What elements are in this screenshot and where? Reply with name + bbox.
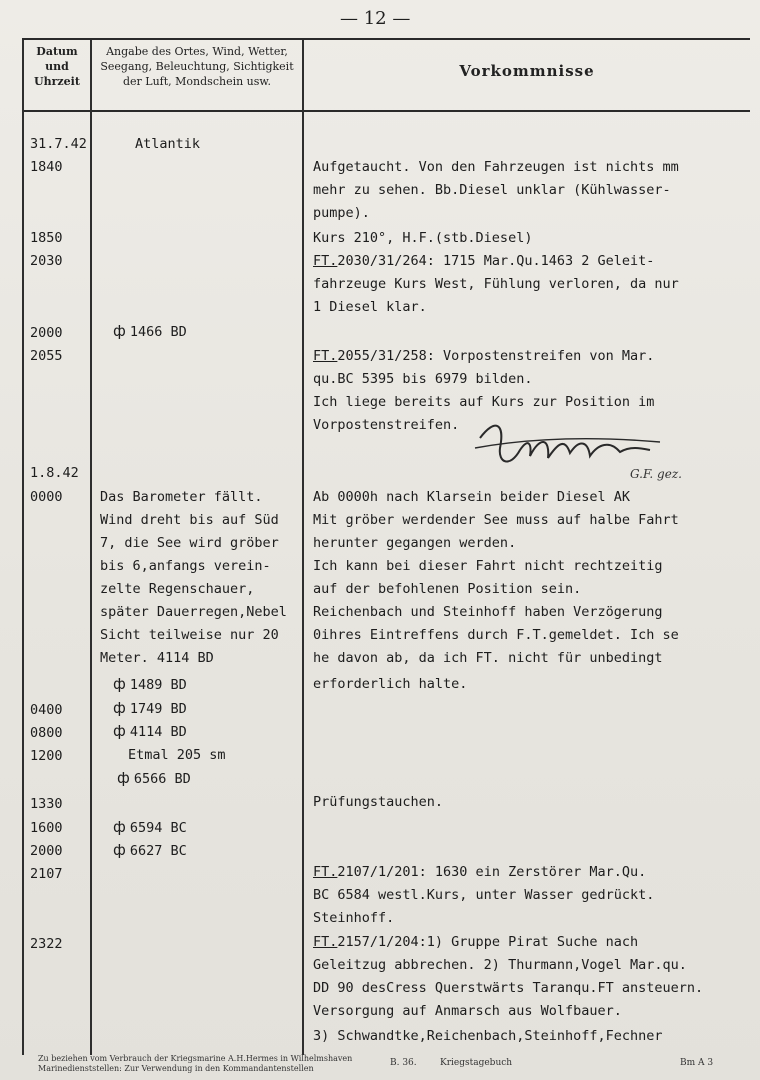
time-entry: 0400 (30, 702, 63, 718)
event-line: herunter gegangen werden. (313, 535, 517, 551)
weather-line: 7, die See wird gröber (100, 535, 279, 551)
event-line: FT.2055/31/258: Vorpostenstreifen von Mar. (313, 348, 655, 364)
event-line: erforderlich halte. (313, 676, 468, 692)
footer-print-note: Zu beziehen vom Verbrauch der Kriegsmarine A.H.Hermes in Wilhelmshaven Marinedienststellen: Zur Verwendung in den Kommandantenstellen (38, 1054, 353, 1073)
time-entry: 1330 (30, 796, 63, 812)
date-entry: 1.8.42 (30, 465, 79, 481)
position-entry: ф 1466 BD (113, 322, 187, 340)
event-line: mehr zu sehen. Bb.Diesel unklar (Kühlwasser- (313, 182, 671, 198)
position-entry: ф 6627 BC (113, 841, 187, 859)
event-line: pumpe). (313, 205, 370, 221)
header-location-weather: Angabe des Ortes, Wind, Wetter, Seegang, Beleuchtung, Sichtigkeit der Luft, Mondschein usw. (100, 45, 294, 88)
footer-form-number: B. 36. (390, 1058, 417, 1068)
table-top-rule (22, 38, 750, 40)
header-events: Vorkommnisse (459, 62, 595, 80)
event-line: Aufgetaucht. Von den Fahrzeugen ist nichts mm (313, 159, 679, 175)
event-line: DD 90 desCress Querstwärts Taranqu.FT ansteuern. (313, 980, 704, 996)
event-line: FT.2030/31/264: 1715 Mar.Qu.1463 2 Geleit- (313, 253, 655, 269)
column-divider-1 (90, 40, 92, 1055)
header-date-time: Datum und Uhrzeit (34, 45, 80, 88)
event-line: Geleitzug abbrechen. 2) Thurmann,Vogel Mar.qu. (313, 957, 687, 973)
event-line: Vorpostenstreifen. (313, 417, 460, 433)
u-boat-position-icon: ф (113, 818, 126, 836)
u-boat-position-icon: ф (113, 841, 126, 859)
position-entry: ф 1489 BD (113, 675, 187, 693)
event-line: Versorgung auf Anmarsch aus Wolfbauer. (313, 1003, 622, 1019)
event-line: fahrzeuge Kurs West, Fühlung verloren, da nur (313, 276, 679, 292)
weather-line: Das Barometer fällt. (100, 489, 263, 505)
table-left-rule (22, 40, 24, 1055)
u-boat-position-icon: ф (113, 675, 126, 693)
event-line: qu.BC 5395 bis 6979 bilden. (313, 371, 533, 387)
commander-signature (470, 408, 700, 488)
event-line: Kurs 210°, H.F.(stb.Diesel) (313, 230, 533, 246)
time-entry: 1850 (30, 230, 63, 246)
weather-line: Wind dreht bis auf Süd (100, 512, 279, 528)
weather-line: Meter. 4114 BD (100, 650, 214, 666)
event-line: 3) Schwandtke,Reichenbach,Steinhoff,Fechner (313, 1028, 663, 1044)
footer-form-code: Bm A 3 (680, 1058, 714, 1068)
footer-form-title: Kriegstagebuch (440, 1058, 513, 1068)
time-entry: 1200 (30, 748, 63, 764)
event-line: Reichenbach und Steinhoff haben Verzögerung (313, 604, 663, 620)
time-entry: 2322 (30, 936, 63, 952)
u-boat-position-icon: ф (113, 699, 126, 717)
column-divider-2 (302, 40, 304, 1055)
u-boat-position-icon: ф (113, 322, 126, 340)
event-line: 1 Diesel klar. (313, 299, 427, 315)
u-boat-position-icon: ф (113, 722, 126, 740)
position-entry: ф 4114 BD (113, 722, 187, 740)
event-line: he davon ab, da ich FT. nicht für unbedingt (313, 650, 663, 666)
event-line: BC 6584 westl.Kurs, unter Wasser gedrückt. (313, 887, 655, 903)
page-number: — 12 — (340, 8, 411, 29)
day-run-entry: Etmal 205 sm (128, 747, 226, 763)
position-entry: ф 6594 BC (113, 818, 187, 836)
event-line: FT.2157/1/204:1) Gruppe Pirat Suche nach (313, 934, 639, 950)
time-entry: 2107 (30, 866, 63, 882)
weather-line: Sicht teilweise nur 20 (100, 627, 279, 643)
event-line: Prüfungstauchen. (313, 794, 444, 810)
u-boat-position-icon: ф (117, 769, 130, 787)
time-entry: 1840 (30, 159, 63, 175)
event-line: Ich kann bei dieser Fahrt nicht rechtzeitig (313, 558, 663, 574)
event-line: Mit gröber werdender See muss auf halbe Fahrt (313, 512, 679, 528)
weather-line: bis 6,anfangs verein- (100, 558, 271, 574)
time-entry: 0800 (30, 725, 63, 741)
position-entry: ф 6566 BD (117, 769, 191, 787)
time-entry: 2000 (30, 325, 63, 341)
time-entry: 2055 (30, 348, 63, 364)
event-line: Ich liege bereits auf Kurs zur Position im (313, 394, 655, 410)
weather-line: zelte Regenschauer, (100, 581, 255, 597)
event-line: Ab 0000h nach Klarsein beider Diesel AK (313, 489, 630, 505)
event-line: auf der befohlenen Position sein. (313, 581, 582, 597)
table-header-rule (22, 110, 750, 112)
weather-line: später Dauerregen,Nebel (100, 604, 287, 620)
event-line: 0ihres Eintreffens durch F.T.gemeldet. Ich se (313, 627, 679, 643)
position-entry: ф 1749 BD (113, 699, 187, 717)
event-line: Steinhoff. (313, 910, 395, 926)
time-entry: 1600 (30, 820, 63, 836)
time-entry: 2000 (30, 843, 63, 859)
signature-initials: G.F. gez. (630, 467, 682, 481)
time-entry: 0000 (30, 489, 63, 505)
time-entry: 2030 (30, 253, 63, 269)
date-entry: 31.7.42 (30, 136, 87, 152)
event-line: FT.2107/1/201: 1630 ein Zerstörer Mar.Qu. (313, 864, 647, 880)
location-entry: Atlantik (135, 136, 201, 152)
